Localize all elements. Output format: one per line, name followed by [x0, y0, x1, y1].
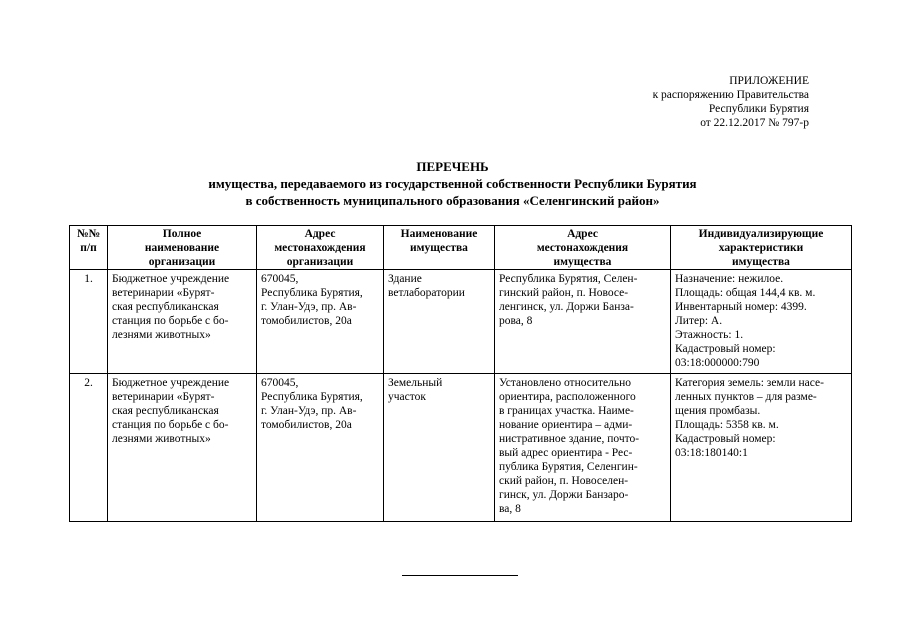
cell-organization-address — [257, 270, 384, 374]
cell-line: ветеринарии «Бурят- — [112, 287, 215, 299]
table-header-row — [70, 226, 852, 270]
header-organization-line: организации — [148, 256, 216, 268]
header-organization-address — [257, 226, 384, 270]
cell-line: Площадь: общая 144,4 кв. м. — [675, 287, 816, 299]
cell-line: лезнями животных» — [112, 329, 211, 341]
cell-line: гинский район, п. Новосе- — [499, 287, 629, 299]
cell-line: Установлено относительно — [499, 377, 632, 389]
cell-line: Республика Бурятия, Селен- — [499, 273, 638, 285]
cell-number — [70, 374, 108, 522]
cell-line: Этажность: 1. — [675, 329, 744, 341]
cell-line: 670045, — [261, 273, 299, 285]
header-chars-line: имущества — [732, 256, 790, 268]
table-row — [70, 374, 852, 522]
header-orgaddr-line: Адрес — [304, 228, 336, 240]
header-organization-line: наименование — [144, 242, 220, 254]
header-chars-line: характеристики — [718, 242, 804, 254]
cell-line: ветеринарии «Бурят- — [112, 391, 215, 403]
cell-line: Площадь: 5358 кв. м. — [675, 419, 779, 431]
header-characteristics — [671, 226, 852, 270]
cell-line: 03:18:000000:790 — [675, 357, 760, 369]
cell-line: станция по борьбе с бо- — [112, 419, 229, 431]
appendix-decree: к распоряжению Правительства — [652, 89, 809, 101]
header-organization-line: Полное — [162, 228, 202, 240]
cell-property-address — [495, 270, 671, 374]
header-orgaddr-line: местонахождения — [274, 242, 366, 254]
header-orgaddr-line: организации — [286, 256, 354, 268]
header-organization — [108, 226, 257, 270]
cell-line: публика Бурятия, Селенгин- — [499, 461, 638, 473]
cell-line: ветлаборатории — [388, 287, 465, 299]
cell-characteristics — [671, 374, 852, 522]
cell-line: ленных пунктов – для разме- — [675, 391, 817, 403]
cell-line: 2. — [84, 377, 93, 389]
cell-property-name — [384, 374, 495, 522]
cell-line: лезнями животных» — [112, 433, 211, 445]
cell-line: томобилистов, 20а — [261, 315, 352, 327]
header-property-name — [384, 226, 495, 270]
cell-line: щения промбазы. — [675, 405, 761, 417]
header-number — [70, 226, 108, 270]
cell-line: станция по борьбе с бо- — [112, 315, 229, 327]
cell-line: Категория земель: земли насе- — [675, 377, 824, 389]
cell-line: ориентира, расположенного — [499, 391, 636, 403]
cell-line: 670045, — [261, 377, 299, 389]
table-body — [70, 270, 852, 522]
property-table — [69, 225, 852, 522]
cell-line: г. Улан-Удэ, пр. Ав- — [261, 301, 357, 313]
title-subtitle-2: в собственность муниципального образования «Селенгинский район» — [245, 193, 660, 208]
cell-line: томобилистов, 20а — [261, 419, 352, 431]
cell-line: 03:18:180140:1 — [675, 447, 748, 459]
cell-organization-address — [257, 374, 384, 522]
cell-line: Земельный — [388, 377, 443, 389]
header-number-line: п/п — [80, 242, 97, 254]
table-row — [70, 270, 852, 374]
header-property-address — [495, 226, 671, 270]
cell-line: нование ориентира – адми- — [499, 419, 633, 431]
cell-line: участок — [388, 391, 426, 403]
cell-line: рова, 8 — [499, 315, 533, 327]
appendix-date-number: от 22.12.2017 № 797-р — [700, 117, 809, 129]
header-name-line: имущества — [410, 242, 468, 254]
cell-line: Кадастровый номер: — [675, 433, 776, 445]
appendix-republic: Республики Бурятия — [708, 103, 809, 115]
cell-line: ская республиканская — [112, 405, 219, 417]
appendix-header — [653, 74, 809, 130]
cell-number — [70, 270, 108, 374]
cell-line: Инвентарный номер: 4399. — [675, 301, 807, 313]
header-chars-line: Индивидуализирующие — [698, 228, 824, 240]
cell-line: нистративное здание, почто- — [499, 433, 640, 445]
header-number-line: №№ — [76, 228, 101, 240]
document-title — [0, 158, 905, 209]
cell-line: ский район, п. Новоселен- — [499, 475, 629, 487]
cell-property-address — [495, 374, 671, 522]
cell-line: гинск, ул. Доржи Банзаро- — [499, 489, 629, 501]
cell-characteristics — [671, 270, 852, 374]
cell-line: ская республиканская — [112, 301, 219, 313]
cell-line: Республика Бурятия, — [261, 287, 363, 299]
title-subtitle-1: имущества, передаваемого из государственной собственности Республики Бурятия — [208, 176, 697, 191]
cell-line: вый адрес ориентира - Рес- — [499, 447, 633, 459]
cell-line: Здание — [388, 273, 422, 285]
cell-line: Назначение: нежилое. — [675, 273, 784, 285]
footer-divider — [402, 575, 518, 576]
cell-line: Литер: А. — [675, 315, 723, 327]
cell-line: Бюджетное учреждение — [112, 377, 230, 389]
appendix-label: ПРИЛОЖЕНИЕ — [729, 75, 809, 87]
cell-line: Кадастровый номер: — [675, 343, 776, 355]
cell-line: в границах участка. Наиме- — [499, 405, 634, 417]
cell-line: ленгинск, ул. Доржи Банза- — [499, 301, 634, 313]
cell-line: Бюджетное учреждение — [112, 273, 230, 285]
cell-line: ва, 8 — [499, 503, 521, 515]
cell-property-name — [384, 270, 495, 374]
header-addr-line: местонахождения — [536, 242, 629, 254]
header-addr-line: Адрес — [567, 228, 598, 240]
cell-organization — [108, 374, 257, 522]
header-addr-line: имущества — [553, 256, 612, 268]
title-heading: ПЕРЕЧЕНЬ — [416, 159, 489, 174]
cell-line: 1. — [84, 273, 93, 285]
cell-line: Республика Бурятия, — [261, 391, 363, 403]
cell-line: г. Улан-Удэ, пр. Ав- — [261, 405, 357, 417]
header-name-line: Наименование — [400, 228, 478, 240]
cell-organization — [108, 270, 257, 374]
